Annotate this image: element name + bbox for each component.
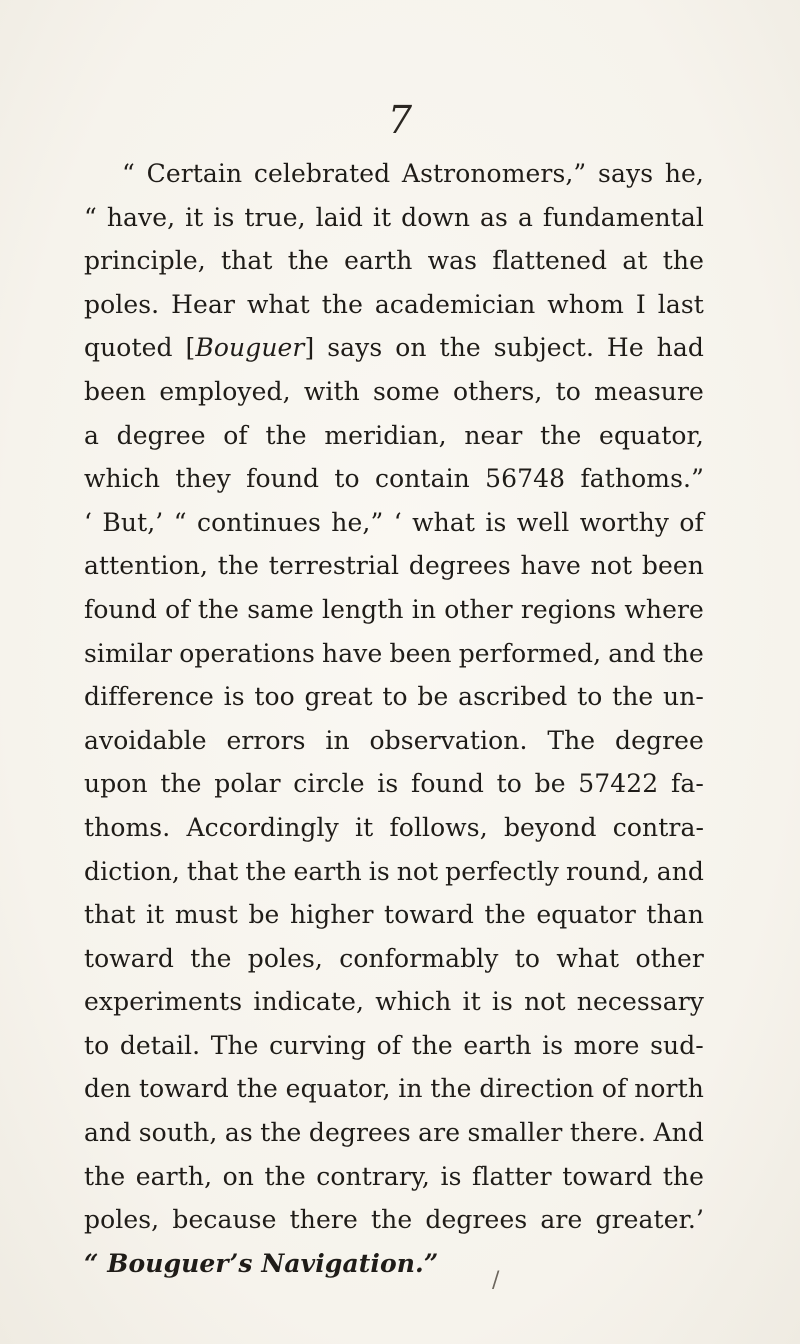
word: have bbox=[322, 638, 383, 668]
word: and bbox=[608, 638, 656, 668]
word: in bbox=[398, 1074, 423, 1104]
text-line-15 bbox=[84, 762, 704, 806]
text-line-10 bbox=[84, 544, 704, 588]
word: is bbox=[440, 1161, 462, 1191]
word: The bbox=[547, 725, 596, 755]
body-text bbox=[84, 152, 704, 1285]
word: that bbox=[186, 856, 239, 886]
word: is bbox=[213, 202, 235, 232]
word: the bbox=[84, 1161, 126, 1191]
word: toward bbox=[562, 1161, 653, 1191]
word: it bbox=[146, 900, 165, 930]
word: to bbox=[496, 769, 522, 799]
word: equator, bbox=[285, 1074, 391, 1104]
word: fa- bbox=[670, 769, 704, 799]
word: been bbox=[84, 376, 147, 406]
word: been bbox=[389, 638, 452, 668]
word: the bbox=[662, 1161, 704, 1191]
word: the bbox=[264, 1161, 306, 1191]
word: direction bbox=[479, 1074, 595, 1104]
text-line-5 bbox=[84, 326, 704, 370]
word: degree bbox=[116, 420, 206, 450]
word: “ bbox=[84, 202, 97, 232]
word: be bbox=[417, 682, 449, 712]
word: whom bbox=[547, 289, 624, 319]
word: be bbox=[534, 769, 566, 799]
word: which bbox=[375, 987, 452, 1017]
text-line-20 bbox=[84, 980, 704, 1024]
word: meridian, bbox=[324, 420, 447, 450]
word: he,” bbox=[331, 507, 384, 537]
word: is bbox=[368, 856, 390, 886]
word: it bbox=[355, 812, 374, 842]
word: detail. bbox=[119, 1030, 201, 1060]
word: that bbox=[221, 246, 273, 276]
word: polar bbox=[214, 769, 281, 799]
word: same bbox=[247, 594, 314, 624]
word: Hear bbox=[171, 289, 236, 319]
word: of bbox=[601, 1074, 627, 1104]
word: as bbox=[224, 1118, 253, 1148]
word: greater.’ bbox=[595, 1205, 704, 1235]
word: and bbox=[84, 1118, 132, 1148]
text-line-17 bbox=[84, 850, 704, 894]
word: ascribed bbox=[458, 682, 568, 712]
word: says bbox=[598, 159, 654, 188]
page-number: 7 bbox=[387, 98, 413, 142]
word: He bbox=[606, 333, 644, 363]
word: which bbox=[84, 464, 161, 494]
word: down bbox=[401, 202, 471, 232]
word: necessary bbox=[576, 987, 704, 1017]
word: flattened bbox=[492, 246, 608, 276]
text-line-19 bbox=[84, 937, 704, 981]
citation: “ Bouguer’s Navigation.” bbox=[84, 1248, 439, 1278]
word: some bbox=[373, 376, 440, 406]
word: of bbox=[376, 1030, 402, 1060]
text-line-25 bbox=[84, 1198, 704, 1242]
word: similar bbox=[84, 638, 173, 668]
word: fathoms.” bbox=[580, 464, 704, 494]
word: the bbox=[190, 943, 232, 973]
word: “ bbox=[122, 159, 135, 188]
word: degree bbox=[614, 725, 704, 755]
word: continues bbox=[196, 507, 321, 537]
word: not bbox=[524, 987, 566, 1017]
word: other bbox=[444, 594, 513, 624]
word: is bbox=[485, 507, 507, 537]
word: contra- bbox=[612, 812, 704, 842]
word: great bbox=[304, 682, 373, 712]
word: employed, bbox=[159, 376, 291, 406]
word: measure bbox=[594, 376, 704, 406]
word: Accordingly bbox=[186, 812, 339, 842]
word: north bbox=[634, 1074, 704, 1104]
word: length bbox=[321, 594, 404, 624]
word: more bbox=[573, 1030, 640, 1060]
word: degrees bbox=[408, 551, 511, 581]
text-line-18 bbox=[84, 893, 704, 937]
word: The bbox=[210, 1030, 259, 1060]
word: avoidable bbox=[84, 725, 207, 755]
word: subject. bbox=[493, 333, 594, 363]
word: higher bbox=[289, 900, 374, 930]
word: where bbox=[624, 594, 704, 624]
word: is bbox=[491, 987, 513, 1017]
word: thoms. bbox=[84, 812, 171, 842]
word: 57422 bbox=[578, 769, 659, 799]
word: poles, bbox=[84, 1205, 160, 1235]
word: had bbox=[656, 333, 704, 363]
text-line-6 bbox=[84, 370, 704, 414]
word: was bbox=[427, 246, 478, 276]
word: diction, bbox=[84, 856, 180, 886]
text-line-14 bbox=[84, 719, 704, 763]
word: south, bbox=[138, 1118, 218, 1148]
word: operations bbox=[179, 638, 315, 668]
word: And bbox=[653, 1118, 704, 1148]
word: earth bbox=[293, 856, 362, 886]
word: un- bbox=[663, 682, 704, 712]
word: true, bbox=[244, 202, 306, 232]
word: celebrated bbox=[253, 159, 391, 188]
word: they bbox=[175, 464, 231, 494]
text-line-9 bbox=[84, 501, 704, 545]
word: conformably bbox=[339, 943, 499, 973]
text-line-24 bbox=[84, 1155, 704, 1199]
word: to bbox=[382, 682, 408, 712]
word: with bbox=[303, 376, 360, 406]
word: is bbox=[223, 682, 245, 712]
text-line-16 bbox=[84, 806, 704, 850]
word: there bbox=[289, 1205, 358, 1235]
word: attention, bbox=[84, 551, 209, 581]
word: the bbox=[439, 333, 481, 363]
word: last bbox=[657, 289, 704, 319]
word: of bbox=[165, 594, 190, 624]
word: quoted bbox=[84, 333, 173, 363]
word: of bbox=[223, 420, 248, 450]
text-line-23 bbox=[84, 1111, 704, 1155]
word: earth bbox=[463, 1030, 532, 1060]
word: I bbox=[635, 289, 646, 319]
word: fundamental bbox=[542, 202, 704, 232]
word: the bbox=[430, 1074, 472, 1104]
word: it bbox=[185, 202, 204, 232]
word: not bbox=[396, 856, 439, 886]
word: beyond bbox=[503, 812, 597, 842]
word: on bbox=[222, 1161, 254, 1191]
word: ‘ bbox=[84, 507, 93, 537]
word: he, bbox=[664, 159, 704, 188]
word: what bbox=[556, 943, 620, 973]
word: errors bbox=[226, 725, 306, 755]
word: that bbox=[84, 900, 136, 930]
text-line-4 bbox=[84, 283, 704, 327]
text-line-12 bbox=[84, 632, 704, 676]
word: [Bouguer] bbox=[185, 333, 315, 363]
word: the bbox=[197, 594, 240, 624]
word: follows, bbox=[389, 812, 488, 842]
word: Astronomers,” bbox=[401, 159, 587, 188]
word: equator bbox=[536, 900, 636, 930]
word: too bbox=[254, 682, 295, 712]
word: because bbox=[172, 1205, 277, 1235]
word: the bbox=[160, 769, 202, 799]
word: experiments bbox=[84, 987, 243, 1017]
word: the bbox=[217, 551, 260, 581]
stray-mark: / bbox=[492, 1268, 500, 1293]
word: the bbox=[265, 420, 307, 450]
word: a bbox=[517, 202, 533, 232]
word: to bbox=[514, 943, 541, 973]
word: be bbox=[248, 900, 280, 930]
word: poles, bbox=[247, 943, 323, 973]
word: what bbox=[246, 289, 310, 319]
word: terrestrial bbox=[268, 551, 400, 581]
word: near bbox=[464, 420, 523, 450]
word: the bbox=[287, 246, 329, 276]
word: round, bbox=[565, 856, 650, 886]
word: the bbox=[612, 682, 654, 712]
word: degrees bbox=[425, 1205, 528, 1235]
word: at bbox=[622, 246, 648, 276]
word: the bbox=[371, 1205, 413, 1235]
word: have bbox=[520, 551, 581, 581]
text-line-1 bbox=[84, 152, 704, 196]
word: been bbox=[641, 551, 704, 581]
word: “ bbox=[173, 507, 187, 537]
text-line-13 bbox=[84, 675, 704, 719]
word: a bbox=[84, 420, 100, 450]
word: degrees bbox=[308, 1118, 411, 1148]
word: not bbox=[590, 551, 633, 581]
word: to bbox=[577, 682, 603, 712]
word: found bbox=[410, 769, 484, 799]
word: toward bbox=[84, 943, 174, 973]
word: there. bbox=[569, 1118, 647, 1148]
word: regions bbox=[520, 594, 617, 624]
word: Certain bbox=[146, 159, 243, 188]
word: are bbox=[418, 1118, 461, 1148]
word: are bbox=[540, 1205, 583, 1235]
word: is bbox=[377, 769, 399, 799]
word: than bbox=[646, 900, 704, 930]
word: found bbox=[246, 464, 320, 494]
word: performed, bbox=[458, 638, 602, 668]
word: well bbox=[516, 507, 570, 537]
word: to bbox=[334, 464, 360, 494]
word: in bbox=[325, 725, 350, 755]
text-line-26 bbox=[84, 1242, 704, 1286]
word: laid bbox=[315, 202, 363, 232]
word: says bbox=[327, 333, 383, 363]
word: the bbox=[245, 856, 287, 886]
word: observation. bbox=[369, 725, 528, 755]
word: what bbox=[412, 507, 475, 537]
word: curving bbox=[269, 1030, 367, 1060]
word: principle, bbox=[84, 246, 206, 276]
word: contrary, bbox=[316, 1161, 430, 1191]
word: indicate, bbox=[253, 987, 365, 1017]
word: earth, bbox=[135, 1161, 213, 1191]
word: the bbox=[540, 420, 582, 450]
word: flatter bbox=[472, 1161, 552, 1191]
word: But,’ bbox=[102, 507, 164, 537]
word: toward bbox=[138, 1074, 229, 1104]
word: it bbox=[462, 987, 481, 1017]
word: academician bbox=[374, 289, 536, 319]
word: in bbox=[411, 594, 437, 624]
word: circle bbox=[293, 769, 365, 799]
word: is bbox=[542, 1030, 564, 1060]
word: the bbox=[236, 1074, 278, 1104]
word: found bbox=[84, 594, 158, 624]
word: 56748 bbox=[485, 464, 566, 494]
word: the bbox=[662, 246, 704, 276]
word: other bbox=[635, 943, 704, 973]
word: den bbox=[84, 1074, 132, 1104]
word: and bbox=[656, 856, 704, 886]
text-line-8 bbox=[84, 457, 704, 501]
word: on bbox=[395, 333, 427, 363]
word: the bbox=[411, 1030, 453, 1060]
word: contain bbox=[374, 464, 470, 494]
word: it bbox=[372, 202, 392, 232]
word: equator, bbox=[599, 420, 704, 450]
word: others, bbox=[453, 376, 543, 406]
word: difference bbox=[84, 682, 214, 712]
word: perfectly bbox=[445, 856, 560, 886]
word: the bbox=[321, 289, 363, 319]
text-line-22 bbox=[84, 1067, 704, 1111]
word: toward bbox=[384, 900, 475, 930]
word: poles. bbox=[84, 289, 160, 319]
text-line-3 bbox=[84, 239, 704, 283]
word: the bbox=[484, 900, 526, 930]
word: as bbox=[480, 202, 508, 232]
word: must bbox=[174, 900, 238, 930]
word: earth bbox=[344, 246, 413, 276]
word: the bbox=[260, 1118, 302, 1148]
word: to bbox=[84, 1030, 110, 1060]
text-line-2 bbox=[84, 196, 704, 240]
word: of bbox=[679, 507, 704, 537]
word: the bbox=[662, 638, 704, 668]
text-line-7 bbox=[84, 414, 704, 458]
word: ‘ bbox=[393, 507, 402, 537]
word: sud- bbox=[650, 1030, 704, 1060]
word: worthy bbox=[579, 507, 670, 537]
text-line-21 bbox=[84, 1024, 704, 1068]
text-line-11 bbox=[84, 588, 704, 632]
word: upon bbox=[84, 769, 148, 799]
word: have, bbox=[106, 202, 176, 232]
word: smaller bbox=[467, 1118, 563, 1148]
word: to bbox=[555, 376, 581, 406]
